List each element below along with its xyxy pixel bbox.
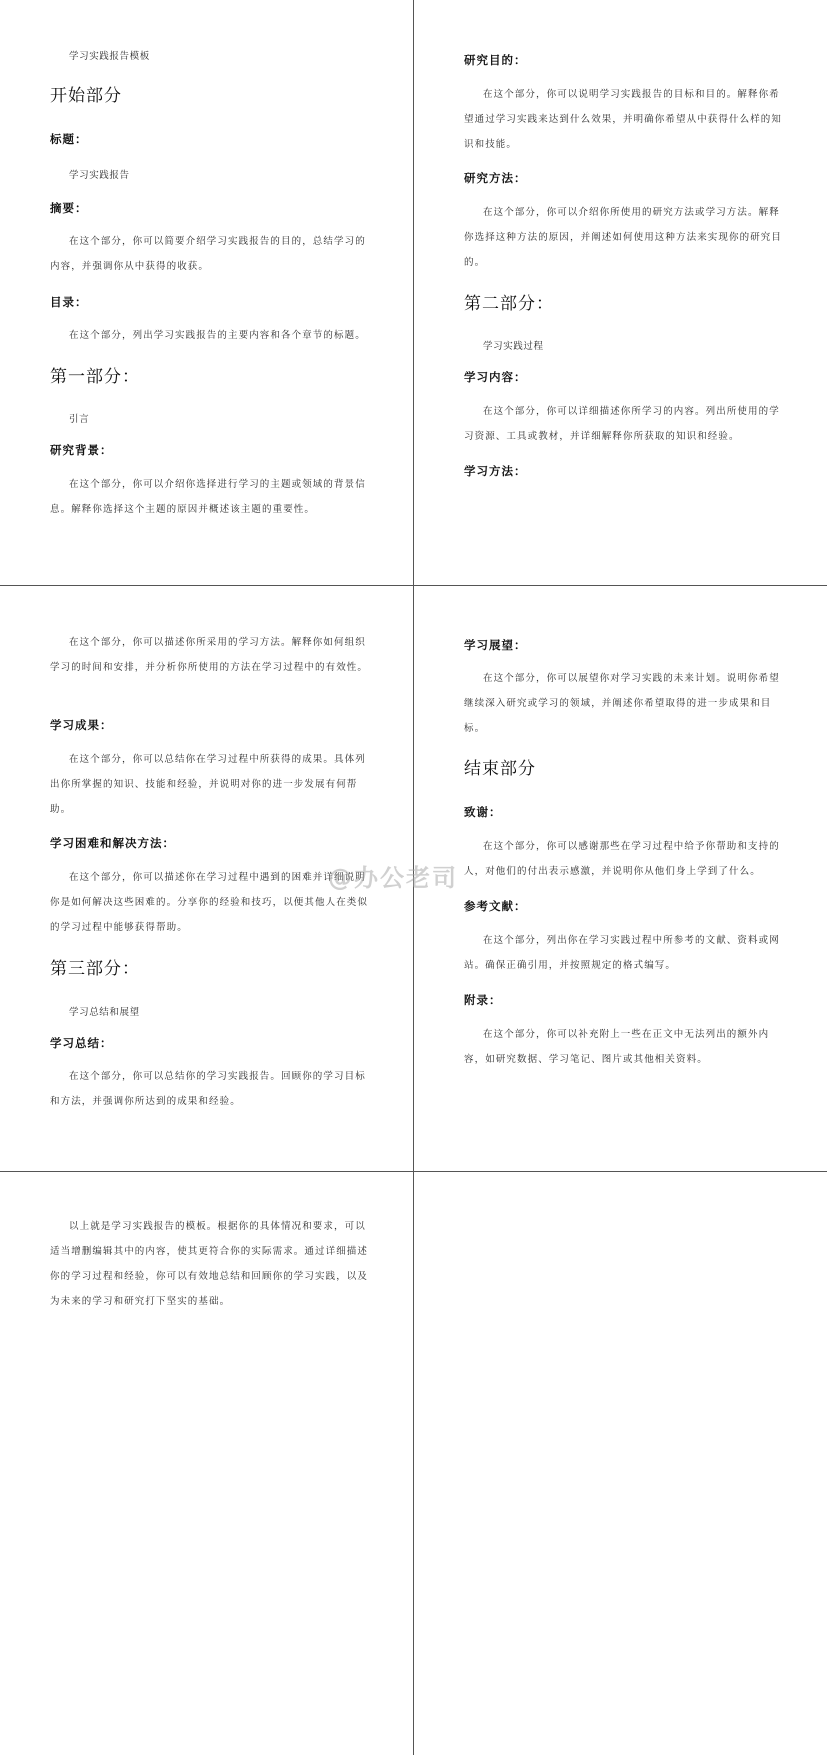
appendix-heading: 附录： bbox=[464, 993, 502, 1007]
abstract-text: 在这个部分，你可以简要介绍学习实践报告的目的，总结学习的内容，并强调你从中获得的收获。 bbox=[50, 236, 366, 272]
content-heading: 学习内容： bbox=[464, 370, 527, 384]
outlook-heading: 学习展望： bbox=[464, 638, 527, 652]
part2-heading: 第二部分： bbox=[464, 294, 554, 314]
method-heading: 研究方法： bbox=[464, 171, 527, 185]
watermark-logo: @办公老司 bbox=[328, 864, 458, 892]
part3-heading: 第三部分： bbox=[50, 959, 140, 979]
part1-heading: 第一部分： bbox=[50, 367, 140, 387]
part1-subtitle: 引言 bbox=[69, 414, 90, 425]
toc-heading: 目录： bbox=[50, 295, 88, 309]
purpose-heading: 研究目的： bbox=[464, 53, 527, 67]
section-end-heading: 结束部分 bbox=[464, 759, 536, 779]
background-heading: 研究背景： bbox=[50, 443, 113, 457]
purpose-text: 在这个部分，你可以说明学习实践报告的目标和目的。解释你希望通过学习实践来达到什么效果，并明确你希望从中获得什么样的知识和技能。 bbox=[464, 89, 783, 150]
learn-method-text: 在这个部分，你可以描述你所采用的学习方法。解释你如何组织学习的时间和安排，并分析你所使用的方法在学习过程中的有效性。 bbox=[50, 637, 369, 673]
outcome-heading: 学习成果： bbox=[50, 718, 113, 732]
page-2 bbox=[414, 0, 827, 585]
appendix-text: 在这个部分，你可以补充附上一些在正文中无法列出的额外内容，如研究数据、学习笔记、图片或其他相关资料。 bbox=[464, 1029, 770, 1065]
section-start-heading: 开始部分 bbox=[50, 86, 122, 106]
page-6-blank bbox=[414, 1172, 827, 1755]
template-title: 学习实践报告模板 bbox=[69, 51, 150, 62]
learn-method-heading: 学习方法： bbox=[464, 464, 527, 478]
summary-heading: 学习总结： bbox=[50, 1036, 113, 1050]
title-heading: 标题： bbox=[50, 132, 88, 146]
thanks-heading: 致谢： bbox=[464, 805, 502, 819]
title-value: 学习实践报告 bbox=[69, 170, 130, 181]
background-text: 在这个部分，你可以介绍你选择进行学习的主题或领域的背景信息。解释你选择这个主题的原因并概述该主题的重要性。 bbox=[50, 479, 366, 515]
references-heading: 参考文献： bbox=[464, 899, 527, 913]
difficulty-text: 在这个部分，你可以描述你在学习过程中遇到的困难并详细说明你是如何解决这些困难的。分享你的经验和技巧，以便其他人在类似的学习过程中能够获得帮助。 bbox=[50, 872, 369, 933]
part3-subtitle: 学习总结和展望 bbox=[69, 1007, 140, 1018]
page-1 bbox=[0, 0, 413, 585]
abstract-heading: 摘要： bbox=[50, 201, 88, 215]
closing-text: 以上就是学习实践报告的模板。根据你的具体情况和要求，可以适当增删编辑其中的内容，使其更符合你的实际需求。通过详细描述你的学习过程和经验，你可以有效地总结和回顾你的学习实践，以及为未来的学习和研究打下坚实的基础。 bbox=[50, 1221, 369, 1307]
page-5 bbox=[0, 1172, 413, 1755]
content-text: 在这个部分，你可以详细描述你所学习的内容。列出所使用的学习资源、工具或教材，并详细解释你所获取的知识和经验。 bbox=[464, 406, 780, 442]
thanks-text: 在这个部分，你可以感谢那些在学习过程中给予你帮助和支持的人，对他们的付出表示感激，并说明你从他们身上学到了什么。 bbox=[464, 841, 780, 877]
toc-text: 在这个部分，列出学习实践报告的主要内容和各个章节的标题。 bbox=[69, 330, 366, 341]
outlook-text: 在这个部分，你可以展望你对学习实践的未来计划。说明你希望继续深入研究或学习的领域，并阐述你希望取得的进一步成果和目标。 bbox=[464, 673, 780, 734]
outcome-text: 在这个部分，你可以总结你在学习过程中所获得的成果。具体列出你所掌握的知识、技能和经验，并说明对你的进一步发展有何帮助。 bbox=[50, 754, 366, 815]
part2-subtitle: 学习实践过程 bbox=[483, 341, 544, 352]
summary-text: 在这个部分，你可以总结你的学习实践报告。回顾你的学习目标和方法，并强调你所达到的成果和经验。 bbox=[50, 1071, 366, 1107]
references-text: 在这个部分，列出你在学习实践过程中所参考的文献、资料或网站。确保正确引用，并按照规定的格式编写。 bbox=[464, 935, 780, 971]
difficulty-heading: 学习困难和解决方法： bbox=[50, 836, 175, 850]
method-text: 在这个部分，你可以介绍你所使用的研究方法或学习方法。解释你选择这种方法的原因，并阐述如何使用这种方法来实现你的研究目的。 bbox=[464, 207, 783, 268]
